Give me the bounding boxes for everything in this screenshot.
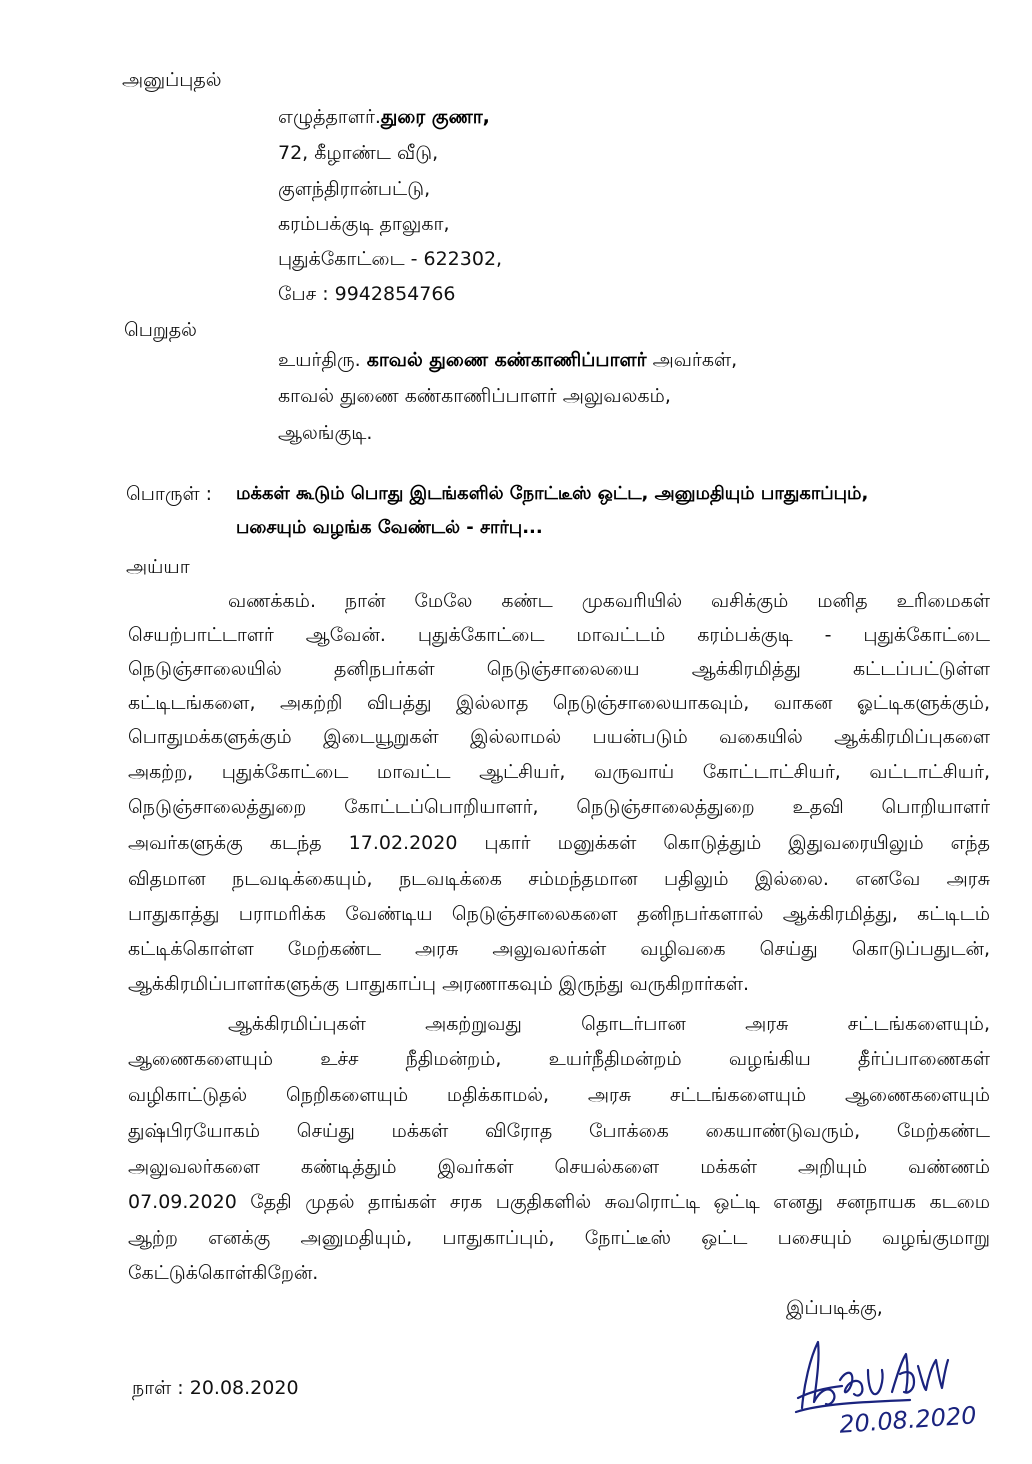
paragraph-line: கட்டிக்கொள்ள மேற்கண்ட அரசு அலுவலர்கள் வழிவகை செய்து கொடுப்பதுடன், bbox=[128, 938, 990, 960]
recipient-address-line: காவல் துணை கண்காணிப்பாளர் அலுவலகம், bbox=[278, 385, 671, 407]
recipient-prefix: உயர்திரு. bbox=[278, 349, 367, 371]
paragraph-line: ஆற்ற எனக்கு அனுமதியும், பாதுகாப்பும், நோட்டீஸ் ஒட்ட பசையும் வழங்குமாறு bbox=[128, 1227, 990, 1249]
paragraph-line: கேட்டுக்கொள்கிறேன். bbox=[128, 1262, 319, 1284]
sender-address-line: குளந்திரான்பட்டு, bbox=[278, 178, 431, 200]
sender-address-line: புதுக்கோட்டை - 622302, bbox=[278, 248, 503, 270]
paragraph-line: ஆக்கிரமிப்புகள் அகற்றுவது தொடர்பான அரசு சட்டங்களையும், bbox=[228, 1013, 990, 1035]
salutation: அய்யா bbox=[126, 556, 190, 578]
sender-name: துரை குணா, bbox=[380, 106, 490, 128]
paragraph-line: நெடுஞ்சாலைத்துறை கோட்டப்பொறியாளர், நெடுஞ்சாலைத்துறை உதவி பொறியாளர் bbox=[128, 796, 990, 818]
signature-date: 20.08.2020 bbox=[838, 1401, 978, 1439]
subject-text-line: பசையும் வழங்க வேண்டல் - சார்பு... bbox=[236, 517, 543, 538]
paragraph-line: நெடுஞ்சாலையில் தனிநபர்கள் நெடுஞ்சாலையை ஆக்கிரமித்து கட்டப்பட்டுள்ள bbox=[128, 658, 990, 680]
recipient-suffix: அவர்கள், bbox=[646, 349, 738, 371]
paragraph-line: செயற்பாட்டாளர் ஆவேன். புதுக்கோட்டை மாவட்டம் கரம்பக்குடி - புதுக்கோட்டை bbox=[128, 624, 990, 646]
from-label: அனுப்புதல் bbox=[122, 69, 222, 91]
paragraph-line: அகற்ற, புதுக்கோட்டை மாவட்ட ஆட்சியர், வருவாய் கோட்டாட்சியர், வட்டாட்சியர், bbox=[128, 761, 990, 783]
recipient-title: காவல் துணை கண்காணிப்பாளர் bbox=[366, 349, 647, 371]
paragraph-line: அவர்களுக்கு கடந்த 17.02.2020 புகார் மனுக்கள் கொடுத்தும் இதுவரையிலும் எந்த bbox=[128, 832, 990, 854]
sender-phone: பேச : 9942854766 bbox=[278, 283, 456, 305]
paragraph-line: பாதுகாத்து பராமரிக்க வேண்டிய நெடுஞ்சாலைகளை தனிநபர்களால் ஆக்கிரமித்து, கட்டிடம் bbox=[128, 903, 990, 925]
sender-name-line bbox=[278, 105, 490, 129]
paragraph-line: ஆணைகளையும் உச்ச நீதிமன்றம், உயர்நீதிமன்றம் வழங்கிய தீர்ப்பாணைகள் bbox=[128, 1048, 990, 1070]
date-line: நாள் : 20.08.2020 bbox=[132, 1377, 299, 1399]
paragraph-line: விதமான நடவடிக்கையும், நடவடிக்கை சம்மந்தமான பதிலும் இல்லை. எனவே அரசு bbox=[128, 868, 990, 890]
paragraph-line: வணக்கம். நான் மேலே கண்ட முகவரியில் வசிக்கும் மனித உரிமைகள் bbox=[228, 590, 990, 612]
paragraph-line: வழிகாட்டுதல் நெறிகளையும் மதிக்காமல், அரசு சட்டங்களையும் ஆணைகளையும் bbox=[128, 1084, 990, 1106]
recipient-title-line bbox=[278, 348, 737, 372]
paragraph-line: துஷ்பிரயோகம் செய்து மக்கள் விரோத போக்கை கையாண்டுவரும், மேற்கண்ட bbox=[128, 1120, 990, 1142]
sender-address-line: 72, கீழாண்ட வீடு, bbox=[278, 142, 439, 164]
paragraph-line: அலுவலர்களை கண்டித்தும் இவர்கள் செயல்களை மக்கள் அறியும் வண்ணம் bbox=[128, 1156, 990, 1178]
subject-text-line: மக்கள் கூடும் பொது இடங்களில் நோட்டீஸ் ஒட்ட, அனுமதியும் பாதுகாப்பும், bbox=[236, 483, 869, 504]
paragraph-line: 07.09.2020 தேதி முதல் தாங்கள் சரக பகுதிகளில் சுவரொட்டி ஒட்டி எனது சனநாயக கடமை bbox=[128, 1191, 990, 1213]
paragraph-line: ஆக்கிரமிப்பாளர்களுக்கு பாதுகாப்பு அரணாகவும் இருந்து வருகிறார்கள். bbox=[128, 973, 750, 995]
subject-label: பொருள் : bbox=[126, 483, 213, 505]
paragraph-line: பொதுமக்களுக்கும் இடையூறுகள் இல்லாமல் பயன்படும் வகையில் ஆக்கிரமிப்புகளை bbox=[128, 726, 990, 748]
closing: இப்படிக்கு, bbox=[786, 1297, 883, 1319]
recipient-address-line: ஆலங்குடி. bbox=[278, 422, 373, 444]
sender-prefix: எழுத்தாளர். bbox=[278, 106, 381, 128]
sender-address-line: கரம்பக்குடி தாலுகா, bbox=[278, 213, 450, 235]
signature-scribble bbox=[796, 1342, 948, 1412]
paragraph-line: கட்டிடங்களை, அகற்றி விபத்து இல்லாத நெடுஞ்சாலையாகவும், வாகன ஓட்டிகளுக்கும், bbox=[128, 692, 990, 714]
handwritten-signature bbox=[790, 1330, 1020, 1445]
to-label: பெறுதல் bbox=[124, 319, 197, 341]
